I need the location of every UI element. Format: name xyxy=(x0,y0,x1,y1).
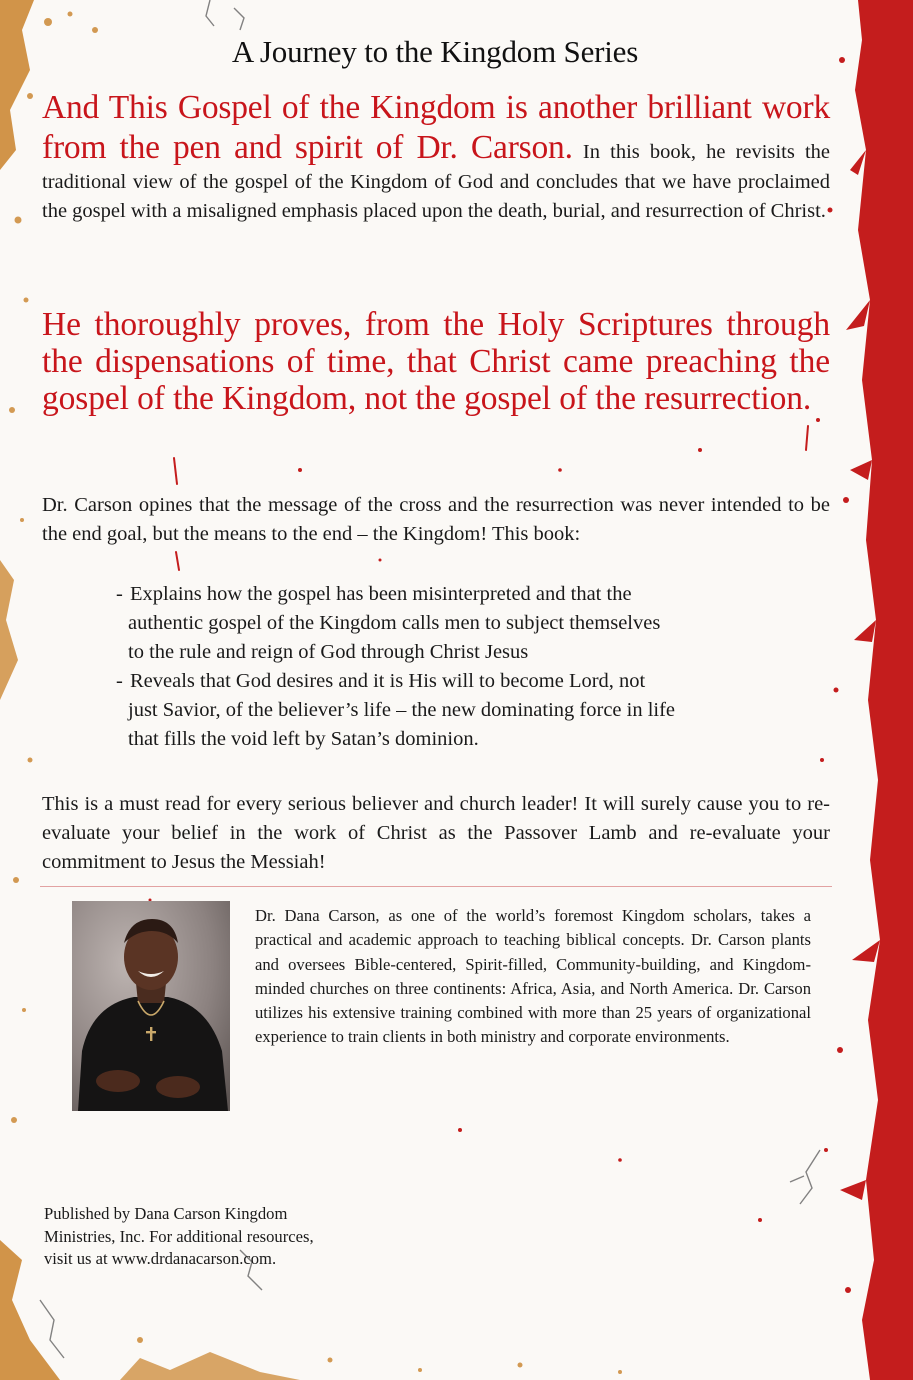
intro-body-text: In this book, he revisits the traditional view of the gospel of the Kingdom of God and concludes that we have proclaimed the gospel with a misaligned emphasis placed upon the death, burial, and resurrection of Christ. xyxy=(42,141,830,222)
publisher-line: Ministries, Inc. For additional resources, xyxy=(44,1226,314,1246)
list-item-line: just Savior, of the believer’s life – the new dominating force in life xyxy=(128,699,676,721)
intro-paragraph xyxy=(42,88,830,226)
author-portrait-illustration xyxy=(72,901,230,1111)
section-divider xyxy=(40,886,832,887)
series-title: A Journey to the Kingdom Series xyxy=(231,34,639,69)
paragraph-must-read: This is a must read for every serious believer and church leader! It will surely cause you to re-evaluate your belief in the work of Christ as the Passover Lamb and re-evaluate your commitment to Jesus the Messiah! xyxy=(42,793,830,873)
paragraph-cross-and-resurrection: Dr. Carson opines that the message of the cross and the resurrection was never intended to be the end goal, but the means to the end – the Kingdom! This book: xyxy=(42,494,830,545)
publisher-info xyxy=(44,1203,404,1271)
list-item-line: to the rule and reign of God through Christ Jesus xyxy=(128,641,529,663)
pull-quote: He thoroughly proves, from the Holy Scriptures through the dispensations of time, that Christ came preaching the gospel of the Kingdom, not the gospel of the resurrection. xyxy=(42,306,830,417)
list-item-line: that fills the void left by Satan’s dominion. xyxy=(128,728,479,750)
list-item xyxy=(116,667,796,754)
bullet-dash: - xyxy=(116,583,123,605)
list-item-line: Explains how the gospel has been misinterpreted and that the xyxy=(130,583,632,605)
list-item xyxy=(116,580,796,667)
bullet-dash: - xyxy=(116,670,123,692)
author-photo xyxy=(72,901,230,1111)
intro-lead-headline: And This Gospel of the Kingdom is another brilliant work from the pen and spirit of Dr. Carson. xyxy=(42,89,830,166)
publisher-website-line: visit us at www.drdanacarson.com. xyxy=(44,1249,277,1269)
author-bio: Dr. Dana Carson, as one of the world’s foremost Kingdom scholars, takes a practical and academic approach to teaching biblical concepts. Dr. Carson plants and oversees Bible-centered, Spirit-filled, Community-building, and Kingdom-minded churches on three continents: Africa, Asia, and North America. Dr. Carson utilizes his extensive training combined with more than 25 years of organizational experience to train clients in both ministry and corporate environments. xyxy=(255,906,811,1047)
list-item-line: authentic gospel of the Kingdom calls men to subject themselves xyxy=(128,612,661,634)
publisher-line: Published by Dana Carson Kingdom xyxy=(44,1204,288,1223)
list-item-line: Reveals that God desires and it is His will to become Lord, not xyxy=(130,670,646,692)
book-points-list xyxy=(116,580,796,754)
